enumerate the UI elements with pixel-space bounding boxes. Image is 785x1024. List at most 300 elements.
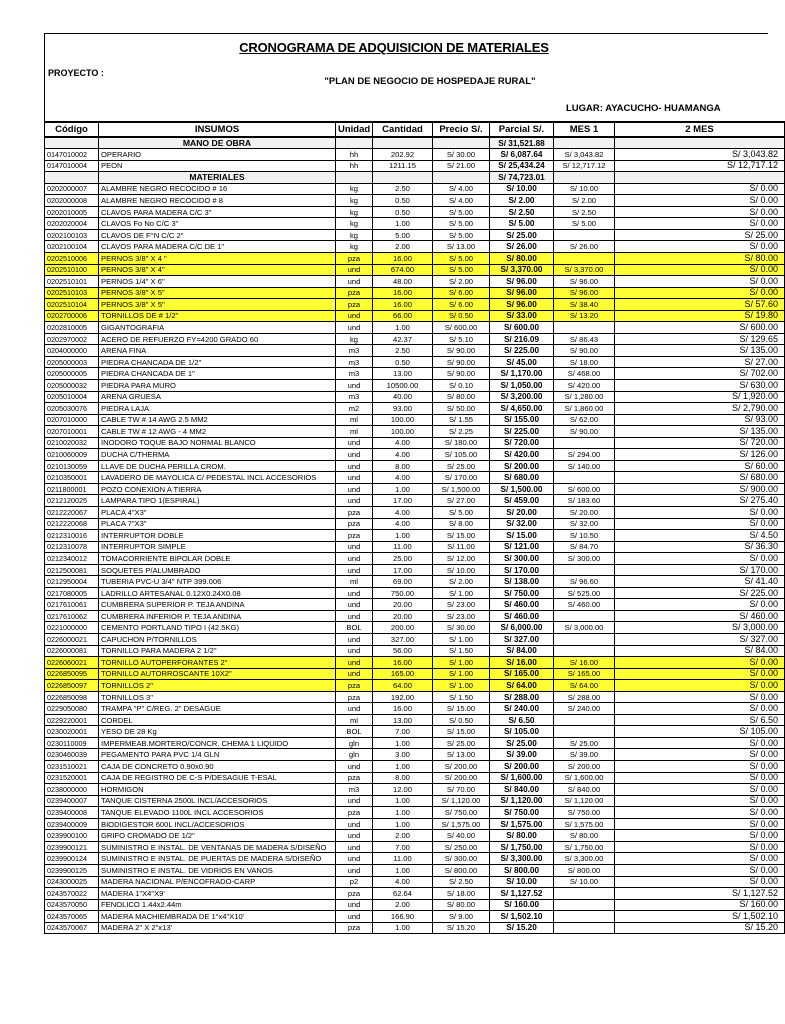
cell-cantidad: 62.64 <box>373 888 433 900</box>
cell-mes2: S/ 0.00 <box>615 795 785 807</box>
table-row <box>45 449 785 461</box>
cell-mes1: S/ 10.00 <box>554 183 615 195</box>
materials-table <box>44 121 785 934</box>
table-row <box>45 749 785 761</box>
cell-precio: S/ 11.00 <box>433 541 490 553</box>
cell-codigo: 0202510104 <box>45 299 99 311</box>
cell-mes2: S/ 126.00 <box>615 449 785 461</box>
cell-mes2: S/ 0.00 <box>615 772 785 784</box>
cell-codigo: 0211800001 <box>45 483 99 495</box>
cell-mes1: S/ 600.00 <box>554 483 615 495</box>
cell-parcial: S/ 1,575.00 <box>490 818 554 830</box>
cell-precio: S/ 2.25 <box>433 426 490 438</box>
cell-parcial: S/ 3,370.00 <box>490 264 554 276</box>
cell-cantidad: 2.00 <box>373 241 433 253</box>
table-body <box>45 137 785 934</box>
cell-mes2: S/ 27.00 <box>615 356 785 368</box>
cell-precio: S/ 50.00 <box>433 403 490 415</box>
cell-parcial: S/ 216.09 <box>490 333 554 345</box>
cell-codigo: 0239900124 <box>45 853 99 865</box>
cell-codigo: 0230460039 <box>45 749 99 761</box>
cell-codigo: 0229220001 <box>45 714 99 726</box>
table-row <box>45 599 785 611</box>
cell-parcial: S/ 6.50 <box>490 714 554 726</box>
cell-cantidad: 4.00 <box>373 449 433 461</box>
cell-mes2: S/ 57.60 <box>615 299 785 311</box>
cell-unidad: und <box>336 449 373 461</box>
cell-cantidad: 1211.15 <box>373 160 433 172</box>
cell-codigo: 0239900125 <box>45 864 99 876</box>
cell-mes2: S/ 0.00 <box>615 657 785 669</box>
table-row <box>45 841 785 853</box>
cell-parcial: S/ 138.00 <box>490 576 554 588</box>
table-row <box>45 206 785 218</box>
col-header-precio: Precio S/. <box>433 122 490 137</box>
cell-parcial: S/ 64.00 <box>490 680 554 692</box>
cell-mes1: S/ 64.00 <box>554 680 615 692</box>
cell-cantidad: 17.00 <box>373 564 433 576</box>
cell-cantidad: 42.37 <box>373 333 433 345</box>
cell-cantidad: 64.00 <box>373 680 433 692</box>
cell-unidad: und <box>336 645 373 657</box>
cell-mes1: S/ 1,120.00 <box>554 795 615 807</box>
table-row <box>45 876 785 888</box>
cell-mes2: S/ 0.00 <box>615 680 785 692</box>
cell-insumo: YESO DE 28 Kg <box>99 726 336 738</box>
cell-cantidad: 11.00 <box>373 541 433 553</box>
cell-unidad: und <box>336 541 373 553</box>
cell-insumo: POZO CONEXION A TIERRA <box>99 483 336 495</box>
cell-parcial: S/ 165.00 <box>490 668 554 680</box>
cell-precio: S/ 23.00 <box>433 599 490 611</box>
table-row <box>45 634 785 646</box>
cell-unidad: und <box>336 379 373 391</box>
cell-precio: S/ 13.00 <box>433 749 490 761</box>
cell-unidad: und <box>336 276 373 288</box>
cell-cantidad: 66.00 <box>373 310 433 322</box>
cell-insumo: ALAMBRE NEGRO RECOCIDO # 8 <box>99 195 336 207</box>
cell-cantidad: 192.00 <box>373 691 433 703</box>
section-label: MANO DE OBRA <box>99 137 336 149</box>
cell-codigo: 0230110009 <box>45 737 99 749</box>
cell-mes1: S/ 420.00 <box>554 379 615 391</box>
cell-mes2: S/ 0.00 <box>615 737 785 749</box>
cell-cantidad: 1.00 <box>373 864 433 876</box>
cell-insumo: SOQUETES P/ALUMBRADO <box>99 564 336 576</box>
cell-parcial: S/ 45.00 <box>490 356 554 368</box>
table-row <box>45 460 785 472</box>
table-row <box>45 391 785 403</box>
cell-cantidad: 16.00 <box>373 299 433 311</box>
cell-cantidad: 1.00 <box>373 737 433 749</box>
cell-mes1: S/ 5.00 <box>554 218 615 230</box>
cell-mes2: S/ 702.00 <box>615 368 785 380</box>
cell-mes2: S/ 93.00 <box>615 414 785 426</box>
cell-unidad: pza <box>336 807 373 819</box>
cell-insumo: INTERRUPTOR DOBLE <box>99 530 336 542</box>
cell-precio: S/ 90.00 <box>433 345 490 357</box>
cell-unidad: kg <box>336 229 373 241</box>
cell-mes2: S/ 84.00 <box>615 645 785 657</box>
table-row <box>45 564 785 576</box>
cell-parcial: S/ 155.00 <box>490 414 554 426</box>
cell-cantidad: 3.00 <box>373 749 433 761</box>
cell-mes1 <box>554 899 615 911</box>
cell-insumo: BIODIGESTOR 600L INCL/ACCESORIOS <box>99 818 336 830</box>
cell-precio: S/ 300.00 <box>433 853 490 865</box>
cell-insumo: HORMIGON <box>99 784 336 796</box>
cell-insumo: PIEDRA PARA MURO <box>99 379 336 391</box>
cell-cantidad: 100.00 <box>373 426 433 438</box>
cell-precio: S/ 1.55 <box>433 414 490 426</box>
cell-insumo: GRIFO CROMADO DE 1/2" <box>99 830 336 842</box>
cell-codigo: 0212310078 <box>45 541 99 553</box>
cell-mes2: S/ 0.00 <box>615 761 785 773</box>
cell-unidad: und <box>336 472 373 484</box>
table-row <box>45 691 785 703</box>
cell-parcial: S/ 225.00 <box>490 345 554 357</box>
cell-parcial: S/ 10.00 <box>490 876 554 888</box>
cell-mes1: S/ 3,300.00 <box>554 853 615 865</box>
cell-unidad: kg <box>336 195 373 207</box>
cell-insumo: CAJA DE REGISTRO DE C-S P/DESAGUE T-ESAL <box>99 772 336 784</box>
cell-parcial: S/ 1,500.00 <box>490 483 554 495</box>
cell-precio: S/ 2.00 <box>433 576 490 588</box>
table-row <box>45 495 785 507</box>
cell-mes1: S/ 90.00 <box>554 345 615 357</box>
cell-parcial: S/ 25.00 <box>490 737 554 749</box>
cell-unidad: pza <box>336 530 373 542</box>
cell-codigo: 0202020004 <box>45 218 99 230</box>
cell-parcial: S/ 6,000.00 <box>490 622 554 634</box>
cell-unidad: und <box>336 657 373 669</box>
cell-precio: S/ 15.20 <box>433 922 490 934</box>
cell-cantidad: 16.00 <box>373 252 433 264</box>
cell-cantidad: 200.00 <box>373 622 433 634</box>
cell-mes2: S/ 25.00 <box>615 229 785 241</box>
table-row <box>45 668 785 680</box>
cell-mes2: S/ 680.00 <box>615 472 785 484</box>
cell-unidad: und <box>336 599 373 611</box>
cell-unidad: hh <box>336 160 373 172</box>
project-label: PROYECTO : <box>48 68 104 78</box>
cell-unidad: und <box>336 911 373 923</box>
cell-insumo: CEMENTO PORTLAND TIPO I (42.5KG) <box>99 622 336 634</box>
cell-mes1 <box>554 252 615 264</box>
cell-mes2: S/ 105.00 <box>615 726 785 738</box>
cell-mes2: S/ 327.00 <box>615 634 785 646</box>
cell-mes2: S/ 0.00 <box>615 691 785 703</box>
cell-precio: S/ 200.00 <box>433 761 490 773</box>
cell-unidad: kg <box>336 206 373 218</box>
cell-cantidad: 327.00 <box>373 634 433 646</box>
cell-mes1: S/ 96.00 <box>554 287 615 299</box>
cell-mes2: S/ 15.20 <box>615 922 785 934</box>
cell-parcial: S/ 105.00 <box>490 726 554 738</box>
cell-parcial: S/ 225.00 <box>490 426 554 438</box>
cell-insumo: GIGANTOGRAFIA <box>99 322 336 334</box>
cell-parcial: S/ 1,750.00 <box>490 841 554 853</box>
cell-mes2: S/ 0.00 <box>615 507 785 519</box>
cell-cantidad: 8.00 <box>373 460 433 472</box>
cell-insumo: CAPUCHON P/TORNILLOS <box>99 634 336 646</box>
cell-unidad: und <box>336 841 373 853</box>
cell-parcial: S/ 288.00 <box>490 691 554 703</box>
section-spacer <box>554 137 615 149</box>
table-row <box>45 310 785 322</box>
cell-parcial: S/ 1,502.10 <box>490 911 554 923</box>
cell-cantidad: 0.50 <box>373 356 433 368</box>
cell-parcial: S/ 26.00 <box>490 241 554 253</box>
cell-codigo: 0202510100 <box>45 264 99 276</box>
cell-codigo: 0226850097 <box>45 680 99 692</box>
cell-mes2: S/ 12,717.12 <box>615 160 785 172</box>
cell-precio: S/ 2.50 <box>433 876 490 888</box>
cell-unidad: pza <box>336 691 373 703</box>
cell-parcial: S/ 3,300.00 <box>490 853 554 865</box>
cell-cantidad: 1.00 <box>373 530 433 542</box>
cell-mes2: S/ 0.00 <box>615 276 785 288</box>
cell-unidad: und <box>336 864 373 876</box>
cell-cantidad: 13.00 <box>373 714 433 726</box>
section-row-mano-obra <box>45 137 785 149</box>
cell-mes2: S/ 0.00 <box>615 264 785 276</box>
cell-insumo: PLACA 4"X3" <box>99 507 336 519</box>
cell-mes1: S/ 294.00 <box>554 449 615 461</box>
cell-parcial: S/ 459.00 <box>490 495 554 507</box>
cell-insumo: PLACA 7"X3" <box>99 518 336 530</box>
cell-parcial: S/ 5.00 <box>490 218 554 230</box>
table-row <box>45 818 785 830</box>
section-spacer <box>336 172 373 184</box>
cell-parcial: S/ 25.00 <box>490 229 554 241</box>
section-spacer <box>373 172 433 184</box>
cell-cantidad: 1.00 <box>373 795 433 807</box>
cell-codigo: 0205030076 <box>45 403 99 415</box>
table-row <box>45 795 785 807</box>
cell-codigo: 0231510021 <box>45 761 99 773</box>
table-row <box>45 587 785 599</box>
cell-precio: S/ 600.00 <box>433 322 490 334</box>
cell-unidad: und <box>336 483 373 495</box>
cell-unidad: und <box>336 460 373 472</box>
cell-mes2: S/ 0.00 <box>615 841 785 853</box>
cell-insumo: TOMACORRIENTE BIPOLAR DOBLE <box>99 553 336 565</box>
cell-precio: S/ 80.00 <box>433 899 490 911</box>
cell-parcial: S/ 80.00 <box>490 252 554 264</box>
cell-parcial: S/ 840.00 <box>490 784 554 796</box>
cell-insumo: ACERO DE REFUERZO FY=4200 GRADO 60 <box>99 333 336 345</box>
cell-mes2: S/ 0.00 <box>615 853 785 865</box>
cell-precio: S/ 0.10 <box>433 379 490 391</box>
cell-parcial: S/ 460.00 <box>490 599 554 611</box>
cell-precio: S/ 21.00 <box>433 160 490 172</box>
cell-precio: S/ 30.00 <box>433 622 490 634</box>
cell-mes1: S/ 468.00 <box>554 368 615 380</box>
cell-insumo: PERNOS 3/8" X 4" <box>99 264 336 276</box>
cell-precio: S/ 200.00 <box>433 772 490 784</box>
cell-mes1: S/ 39.00 <box>554 749 615 761</box>
cell-precio: S/ 1,575.00 <box>433 818 490 830</box>
cell-unidad: kg <box>336 333 373 345</box>
cell-parcial: S/ 6,087.64 <box>490 149 554 161</box>
cell-codigo: 0147010004 <box>45 160 99 172</box>
section-spacer <box>336 137 373 149</box>
cell-unidad: kg <box>336 241 373 253</box>
cell-parcial: S/ 96.00 <box>490 299 554 311</box>
cell-unidad: kg <box>336 183 373 195</box>
table-row <box>45 830 785 842</box>
cell-insumo: IMPERMEAB.MORTERO/CONCR. CHEMA 1 LIQUIDO <box>99 737 336 749</box>
cell-unidad: pza <box>336 287 373 299</box>
cell-unidad: m3 <box>336 368 373 380</box>
section-spacer <box>433 137 490 149</box>
table-row <box>45 541 785 553</box>
cell-unidad: pza <box>336 772 373 784</box>
cell-parcial: S/ 15.00 <box>490 530 554 542</box>
table-row <box>45 610 785 622</box>
cell-cantidad: 16.00 <box>373 703 433 715</box>
cell-unidad: ml <box>336 576 373 588</box>
cell-mes2: S/ 3,000.00 <box>615 622 785 634</box>
cell-cantidad: 4.00 <box>373 876 433 888</box>
cell-mes2: S/ 0.00 <box>615 830 785 842</box>
cell-unidad: hh <box>336 149 373 161</box>
cell-parcial: S/ 3,200.00 <box>490 391 554 403</box>
cell-mes2: S/ 460.00 <box>615 610 785 622</box>
project-name: "PLAN DE NEGOCIO DE HOSPEDAJE RURAL" <box>324 76 536 87</box>
cell-codigo: 0212220067 <box>45 507 99 519</box>
cell-unidad: pza <box>336 922 373 934</box>
table-row <box>45 426 785 438</box>
cell-codigo: 0217080005 <box>45 587 99 599</box>
cell-insumo: TORNILLOS 2" <box>99 680 336 692</box>
cell-mes2: S/ 0.00 <box>615 807 785 819</box>
cell-precio: S/ 250.00 <box>433 841 490 853</box>
cell-parcial: S/ 39.00 <box>490 749 554 761</box>
cell-codigo: 0205000003 <box>45 356 99 368</box>
cell-cantidad: 1.00 <box>373 218 433 230</box>
cell-mes1: S/ 140.00 <box>554 460 615 472</box>
cell-mes2: S/ 0.00 <box>615 599 785 611</box>
table-row <box>45 911 785 923</box>
cell-unidad: ml <box>336 426 373 438</box>
cell-parcial: S/ 460.00 <box>490 610 554 622</box>
cell-unidad: und <box>336 310 373 322</box>
cell-unidad: und <box>336 564 373 576</box>
cell-parcial: S/ 327.00 <box>490 634 554 646</box>
cell-precio: S/ 13.00 <box>433 241 490 253</box>
cell-mes1 <box>554 610 615 622</box>
cell-cantidad: 17.00 <box>373 495 433 507</box>
cell-parcial: S/ 96.00 <box>490 287 554 299</box>
cell-cantidad: 1.00 <box>373 818 433 830</box>
table-row <box>45 241 785 253</box>
col-header-insumos: INSUMOS <box>99 122 336 137</box>
cell-codigo: 0204000000 <box>45 345 99 357</box>
cell-parcial: S/ 96.00 <box>490 276 554 288</box>
cell-parcial: S/ 680.00 <box>490 472 554 484</box>
cell-codigo: 0243000025 <box>45 876 99 888</box>
cell-mes2: S/ 6.50 <box>615 714 785 726</box>
cell-precio: S/ 6.00 <box>433 287 490 299</box>
cell-precio: S/ 23.00 <box>433 610 490 622</box>
table-row <box>45 761 785 773</box>
cell-mes1: S/ 240.00 <box>554 703 615 715</box>
cell-mes2: S/ 41.40 <box>615 576 785 588</box>
cell-cantidad: 166.90 <box>373 911 433 923</box>
table-row <box>45 368 785 380</box>
cell-insumo: TORNILLOS DE # 1/2" <box>99 310 336 322</box>
cell-cantidad: 16.00 <box>373 657 433 669</box>
cell-mes1: S/ 18.00 <box>554 356 615 368</box>
cell-precio: S/ 1.00 <box>433 587 490 599</box>
cell-unidad: und <box>336 437 373 449</box>
cell-cantidad: 12.00 <box>373 784 433 796</box>
cell-mes1: S/ 10.00 <box>554 876 615 888</box>
cell-codigo: 0226000021 <box>45 634 99 646</box>
cell-precio: S/ 2.00 <box>433 276 490 288</box>
cell-unidad: m3 <box>336 784 373 796</box>
table-row <box>45 680 785 692</box>
cell-cantidad: 2.00 <box>373 899 433 911</box>
cell-unidad: und <box>336 899 373 911</box>
col-header-unidad: Unidad <box>336 122 373 137</box>
cell-parcial: S/ 16.00 <box>490 657 554 669</box>
cell-precio: S/ 9.00 <box>433 911 490 923</box>
cell-codigo: 0243570050 <box>45 899 99 911</box>
cell-codigo: 0212500081 <box>45 564 99 576</box>
cell-parcial: S/ 25,434.24 <box>490 160 554 172</box>
cell-parcial: S/ 84.00 <box>490 645 554 657</box>
cell-mes2: S/ 2,790.00 <box>615 403 785 415</box>
cell-unidad: pza <box>336 299 373 311</box>
cell-insumo: PIEDRA CHANCADA DE 1" <box>99 368 336 380</box>
cell-cantidad: 1.00 <box>373 807 433 819</box>
cell-insumo: SUMINISTRO E INSTAL. DE VENTANAS DE MADERA S/DISEÑO <box>99 841 336 853</box>
cell-mes1: S/ 3,043.82 <box>554 149 615 161</box>
cell-mes2: S/ 0.00 <box>615 287 785 299</box>
cell-mes1: S/ 26.00 <box>554 241 615 253</box>
table-row <box>45 252 785 264</box>
cell-precio: S/ 1,120.00 <box>433 795 490 807</box>
table-row <box>45 853 785 865</box>
cell-unidad: ml <box>336 414 373 426</box>
cell-codigo: 0207010000 <box>45 414 99 426</box>
cell-parcial: S/ 720.00 <box>490 437 554 449</box>
cell-cantidad: 4.00 <box>373 518 433 530</box>
cell-insumo: SUMINISTRO E INSTAL. DE VIDRIOS EN VANOS <box>99 864 336 876</box>
cell-parcial: S/ 10.00 <box>490 183 554 195</box>
cell-mes2: S/ 60.00 <box>615 460 785 472</box>
cell-mes2: S/ 900.00 <box>615 483 785 495</box>
cell-precio: S/ 1.00 <box>433 634 490 646</box>
cell-parcial: S/ 1,050.00 <box>490 379 554 391</box>
cell-insumo: MADERA MACHIEMBRADA DE 1"x4"X10' <box>99 911 336 923</box>
cell-mes2: S/ 0.00 <box>615 241 785 253</box>
table-row <box>45 437 785 449</box>
cell-mes1: S/ 25.00 <box>554 737 615 749</box>
cell-precio: S/ 1.00 <box>433 657 490 669</box>
cell-insumo: PEON <box>99 160 336 172</box>
cell-cantidad: 69.00 <box>373 576 433 588</box>
cell-mes2: S/ 4.50 <box>615 530 785 542</box>
cell-mes1 <box>554 564 615 576</box>
cell-precio: S/ 90.00 <box>433 356 490 368</box>
section-spacer <box>45 137 99 149</box>
cell-parcial: S/ 200.00 <box>490 761 554 773</box>
cell-insumo: PEGAMENTO PARA PVC 1/4 GLN <box>99 749 336 761</box>
